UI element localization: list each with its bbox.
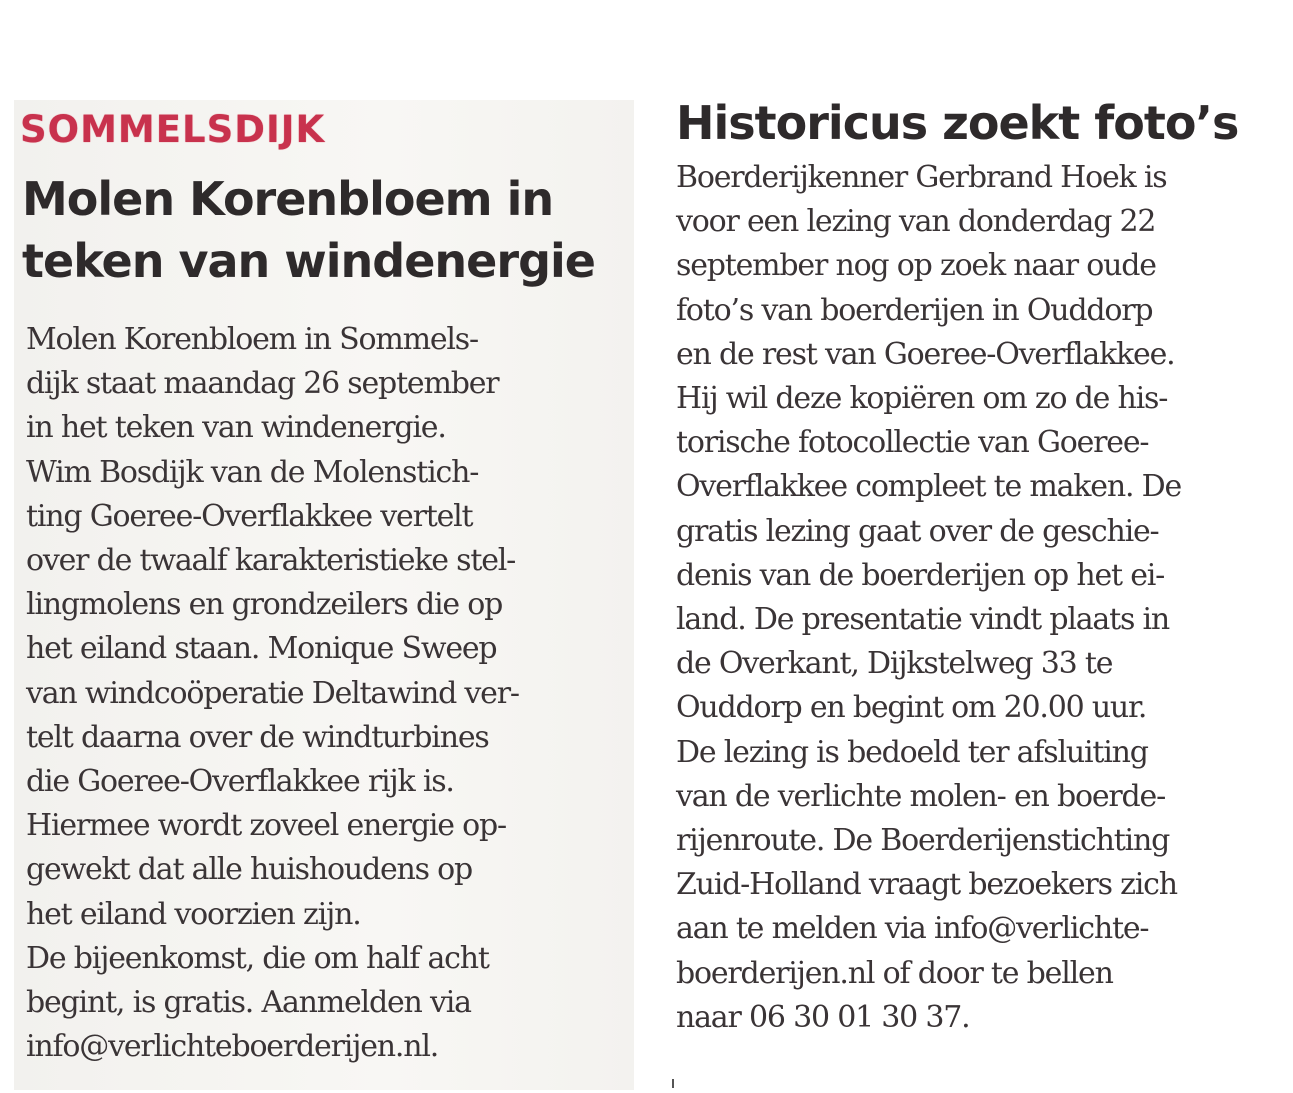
left-body-line: lingmolens en grondzeilers die op <box>26 587 503 623</box>
right-body-line: denis van de boerderijen op het ei- <box>676 557 1165 593</box>
scan-mark <box>672 1079 674 1088</box>
left-body-line: dijk staat maandag 26 september <box>26 366 499 402</box>
right-body-line: van de verlichte molen- en boerde- <box>676 778 1166 814</box>
right-body-line: september nog op zoek naar oude <box>676 248 1156 284</box>
right-body-line: De lezing is bedoeld ter afsluiting <box>676 734 1148 770</box>
right-body-line: de Overkant, Dijkstelweg 33 te <box>676 646 1113 682</box>
left-body-line: van windcoöperatie Deltawind ver- <box>26 675 519 711</box>
right-body-line: Hij wil deze kopiëren om zo de his- <box>676 381 1168 417</box>
right-article-headline: Historicus zoekt foto’s <box>676 96 1239 150</box>
right-body-line: boerderijen.nl of door te bellen <box>676 955 1113 991</box>
left-body-line: begint, is gratis. Aanmelden via <box>26 985 471 1021</box>
left-headline-line: teken van windenergie <box>22 234 595 288</box>
left-body-line: Molen Korenbloem in Sommels- <box>26 322 478 357</box>
left-body-line: het eiland voorzien zijn. <box>26 896 361 932</box>
left-body-email-line: info@verlichteboerderijen.nl. <box>26 1029 439 1065</box>
right-body-line: en de rest van Goeree-Overflakkee. <box>676 336 1175 372</box>
right-body-line: rijenroute. De Boerderijenstichting <box>676 823 1170 859</box>
right-body-line: Boerderijkenner Gerbrand Hoek is <box>676 160 1167 195</box>
right-body-line: Ouddorp en begint om 20.00 uur. <box>676 690 1147 726</box>
right-body-phone-line: naar 06 30 01 30 37. <box>676 999 970 1035</box>
right-body-line: torische fotocollectie van Goeree- <box>676 425 1149 461</box>
left-article-headline <box>22 168 595 292</box>
left-body-line: telt daarna over de windturbines <box>26 719 489 755</box>
right-body-line: voor een lezing van donderdag 22 <box>676 204 1156 240</box>
right-article-body <box>676 156 1181 1040</box>
right-body-line: land. De presentatie vindt plaats in <box>676 602 1170 638</box>
left-article-kicker: SOMMELSDIJK <box>20 108 326 151</box>
left-body-line: Wim Bosdijk van de Molenstich- <box>26 454 479 490</box>
left-body-line: ting Goeree-Overflakkee vertelt <box>26 498 473 534</box>
left-body-line: over de twaalf karakteristieke stel- <box>26 543 516 579</box>
left-body-line: die Goeree-Overflakkee rijk is. <box>26 764 454 800</box>
right-body-line: Overflakkee compleet te maken. De <box>676 469 1182 505</box>
right-body-line: aan te melden via info@verlichte- <box>676 911 1149 947</box>
left-body-line: het eiland staan. Monique Sweep <box>26 631 497 667</box>
left-headline-line: Molen Korenbloem in <box>22 172 554 226</box>
left-body-line: gewekt dat alle huishoudens op <box>26 852 473 888</box>
right-body-line: gratis lezing gaat over de geschie- <box>676 513 1159 549</box>
right-body-line: Zuid-Holland vraagt bezoekers zich <box>676 867 1177 903</box>
left-body-line: Hiermee wordt zoveel energie op- <box>26 808 506 844</box>
left-article-body <box>26 318 519 1069</box>
left-body-line: in het teken van windenergie. <box>26 410 446 446</box>
left-body-line: De bijeenkomst, die om half acht <box>26 940 489 976</box>
right-body-line: foto’s van boerderijen in Ouddorp <box>676 292 1153 328</box>
